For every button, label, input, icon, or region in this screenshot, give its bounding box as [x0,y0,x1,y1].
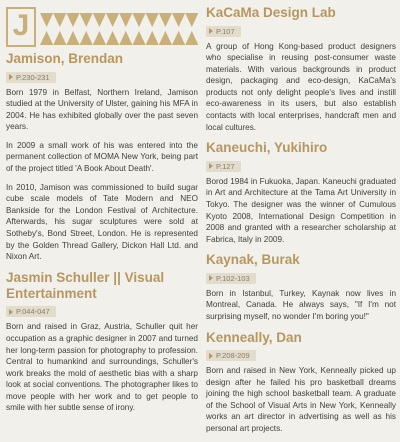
triangle-pattern-icon [40,11,198,47]
entry-name: Kenneally, Dan [206,329,302,345]
triangle-mark [185,31,198,45]
bio-paragraph: Born and raised in Graz, Austria, Schuller quit her occupation as a graphic designer in 2007 and turned her long-term passion for photography to profession. Central to humankind and surroundings, Schuller's work breaks the mold of aesthetic bias with a sharp look at social conventions. The photographer likes to move people with her work and to get people to smile with her subtle sense of irony. [6,322,198,413]
left-column [6,0,198,421]
page-reference [206,273,256,284]
triangle-mark [159,31,172,45]
page-reference [6,72,56,83]
triangle-mark [146,13,159,27]
entry-name: Kaynak, Burak [206,252,300,268]
entry-kaneuchi [206,140,396,245]
page-reference [6,306,56,317]
page-reference [206,26,241,37]
bio-paragraph: In 2009 a small work of his was entered into the permanent collection of MOMA New York, being part of the project titled 'A Book About Death'. [6,140,198,174]
entry-kaynak [206,252,396,322]
triangle-mark [66,13,79,27]
arrow-icon [9,309,13,315]
triangle-mark [40,31,53,45]
triangle-mark [40,13,53,27]
entry-name: Jamison, Brendan [6,51,124,66]
section-letter: J [6,7,36,47]
entry-jasmin-schuller [6,270,198,414]
arrow-icon [209,353,213,359]
entry-kacama [206,5,396,133]
triangle-mark [172,13,185,27]
triangle-mark [146,31,159,45]
triangle-mark [93,31,106,45]
page-numbers: P.102-103 [216,273,250,283]
triangle-mark [119,31,132,45]
triangle-mark [132,13,145,27]
bio-paragraph: Born 1979 in Belfast, Northern Ireland, Jamison studied at the University of Ulster, gaining his MFA in 2004. He has exhibited globally over the past seven years. [6,87,198,132]
triangle-mark [172,31,185,45]
arrow-icon [9,74,13,80]
page-numbers: P.230-231 [16,72,50,82]
arrow-icon [209,163,213,169]
triangle-mark [80,13,93,27]
arrow-icon [209,275,213,281]
bio-paragraph: Born in Istanbul, Turkey, Kaynak now lives in Montreal, Canada. He always says, "If I'm not surprising myself, no wonder I'm boring you!" [206,288,396,321]
arrow-icon [209,28,213,34]
bio-paragraph: Borod 1984 in Fukuoka, Japan. Kaneuchi graduated in Art and Architecture at the Tama Art University in Tokyo. The designer was the winner of Cumulous Kyoto 2008, International Design Competition in 2008 and granted with a researcher scholarship at Fabrica, Italy in 2009. [206,176,396,244]
page-numbers: P.127 [216,161,235,171]
page-reference [206,161,241,172]
triangle-mark [159,13,172,27]
entry-name: Jasmin Schuller || Visual Entertainment [6,269,165,301]
entry-name: Kaneuchi, Yukihiro [206,140,328,156]
entry-kenneally [206,330,396,435]
triangle-mark [93,13,106,27]
bio-paragraph: In 2010, Jamison was commissioned to build sugar cube scale models of Tate Modern and NEO Bankside for the London Festival of Architecture. Afterwards, his sugar sculptures were sold at Sotheby's, Bond Street, London. He is represented by the Golden Thread Gallery, Dickon Hall Ltd. and Nixon Art. [6,182,198,262]
triangle-mark [80,31,93,45]
triangle-mark [53,31,66,45]
entry-name: KaCaMa Design Lab [206,5,336,20]
page-reference [206,350,256,361]
right-column [206,0,396,442]
bio-paragraph: A group of Hong Kong-based product designers who specialise in reusing post-consumer waste materials. With various backgrounds in product design, packaging and eco-design, KaCaMa's products not only delight people's lives and instill eco-awareness in its users, but also establish contacts with local enterprises, handcraft men and local cultures. [206,41,396,132]
triangle-mark [119,13,132,27]
entry-jamison [6,51,198,263]
page-numbers: P.107 [216,26,235,36]
triangle-mark [106,13,119,27]
triangle-mark [132,31,145,45]
section-header [6,7,198,51]
bio-paragraph: Born and raised in New York, Kenneally picked up design after he failed his pro basketball dreams joining the high school basketball team. A graduate of the School of Visual Arts in New York, Kenneally works an art director in advertising as well as his personal art projects. [206,366,396,434]
triangle-mark [66,31,79,45]
triangle-mark [53,13,66,27]
page-numbers: P.044-047 [16,307,50,317]
triangle-mark [106,31,119,45]
page-numbers: P.208-209 [216,351,250,361]
triangle-mark [185,13,198,27]
